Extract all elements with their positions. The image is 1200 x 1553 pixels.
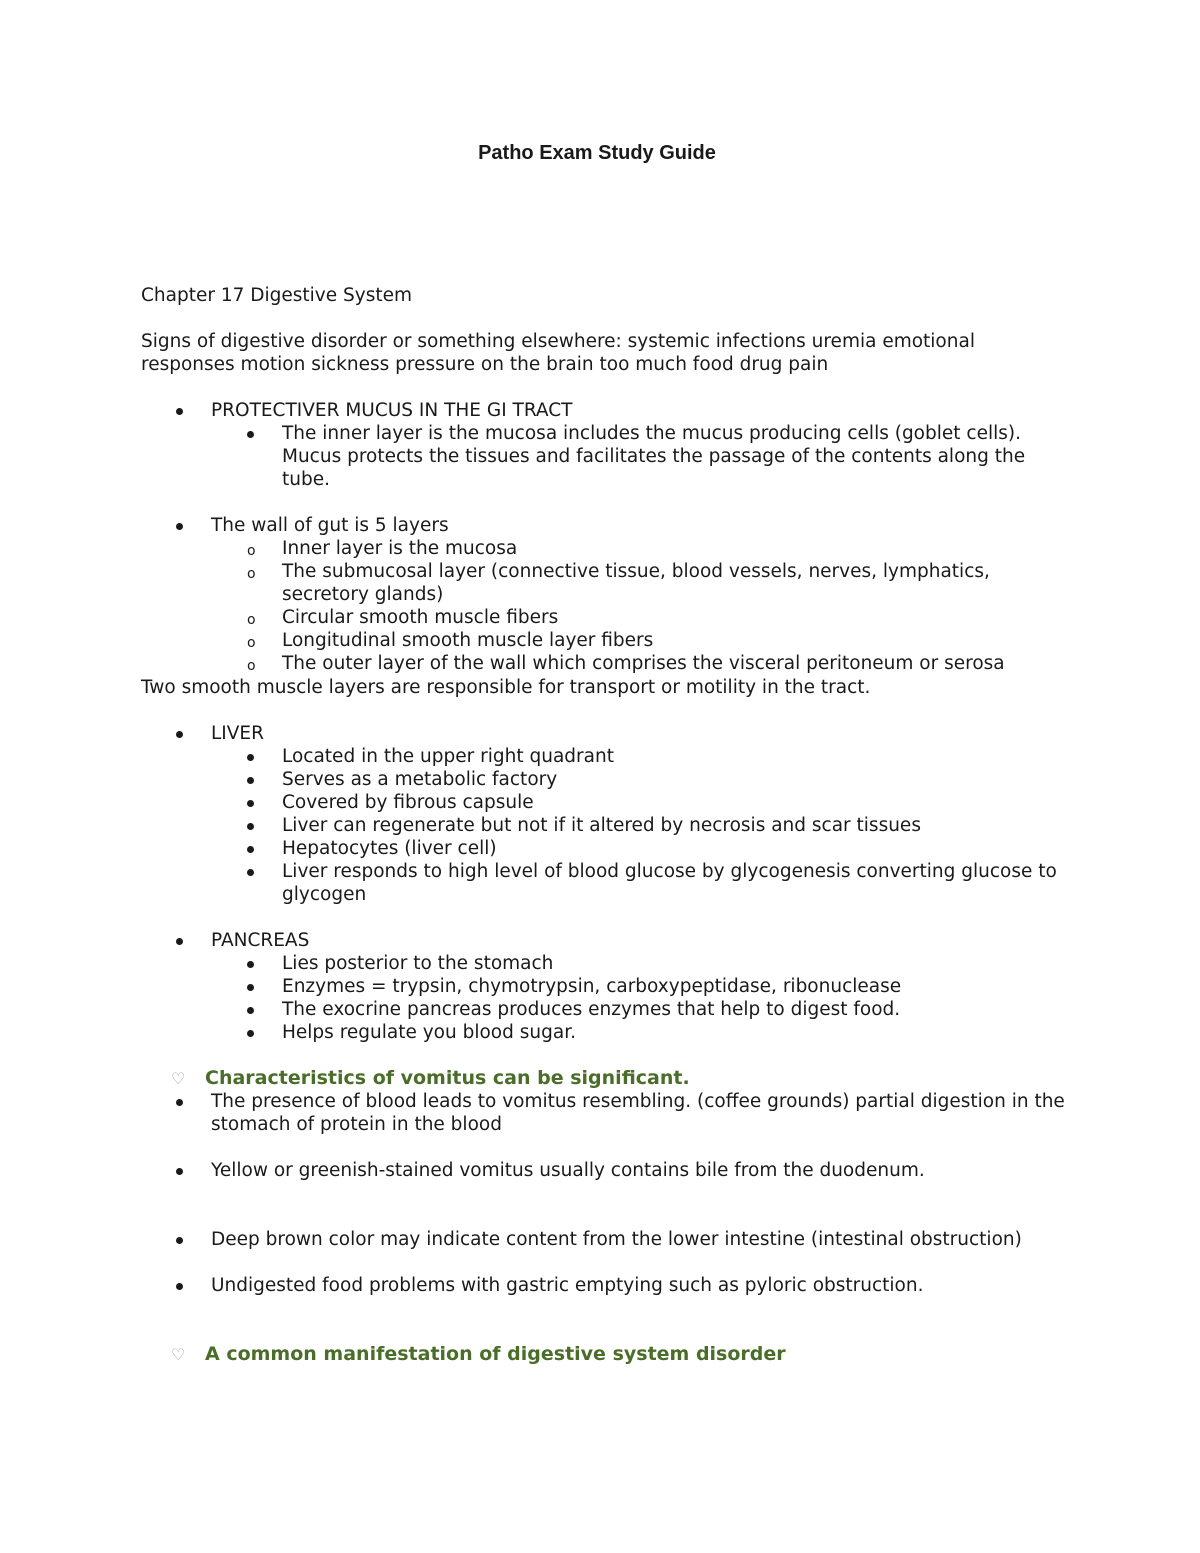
liver-section: [141, 722, 1071, 906]
list-item: o Circular smooth muscle fibers: [211, 606, 1071, 629]
list-item: [141, 514, 1071, 675]
list-item: [141, 929, 1071, 1044]
list-item: Lies posterior to the stomach: [211, 952, 1071, 975]
document-title: Patho Exam Study Guide: [478, 142, 716, 164]
section-label-mucus: PROTECTIVER MUCUS IN THE GI TRACT: [211, 400, 573, 421]
pancreas-section: [141, 929, 1071, 1044]
list-item: Deep brown color may indicate content from the lower intestine (intestinal obstruction): [141, 1228, 1071, 1251]
list-item: The inner layer is the mucosa includes the mucus producing cells (goblet cells). Mucus protects the tissues and facilitates the passage of the contents along the tube.: [211, 422, 1071, 491]
vomitus-list: [141, 1090, 1071, 1297]
list-item: Covered by fibrous capsule: [211, 791, 1071, 814]
wall-sublist: [141, 537, 1071, 675]
section-label-wall: The wall of gut is 5 layers: [211, 515, 449, 536]
list-item: o The outer layer of the wall which comprises the visceral peritoneum or serosa: [211, 652, 1071, 675]
list-item: [141, 722, 1071, 906]
document-body: [141, 284, 1071, 1366]
manifestation-heading: [141, 1343, 1071, 1366]
section-label-liver: LIVER: [211, 723, 264, 744]
list-item: Liver can regenerate but not if it altered by necrosis and scar tissues: [211, 814, 1071, 837]
list-item: Undigested food problems with gastric emptying such as pyloric obstruction.: [141, 1274, 1071, 1297]
pancreas-sublist: [141, 952, 1071, 1044]
liver-sublist: [141, 745, 1071, 906]
list-item: Serves as a metabolic factory: [211, 768, 1071, 791]
list-item: The exocrine pancreas produces enzymes that help to digest food.: [211, 998, 1071, 1021]
heart-outline-icon: ♡: [171, 1069, 186, 1088]
list-item: o The submucosal layer (connective tissue, blood vessels, nerves, lymphatics, secretory glands): [211, 560, 1071, 606]
wall-section: [141, 514, 1071, 675]
manifestation-heading-text: A common manifestation of digestive system disorder: [205, 1343, 786, 1365]
list-item: Located in the upper right quadrant: [211, 745, 1071, 768]
list-item: [141, 399, 1071, 491]
list-item: Liver responds to high level of blood glucose by glycogenesis converting glucose to glycogen: [211, 860, 1071, 906]
list-item: Hepatocytes (liver cell): [211, 837, 1071, 860]
list-item: Enzymes = trypsin, chymotrypsin, carboxypeptidase, ribonuclease: [211, 975, 1071, 998]
vomitus-heading: [141, 1067, 1071, 1090]
section-label-pancreas: PANCREAS: [211, 930, 310, 951]
mucus-sublist: [141, 422, 1071, 491]
list-item: The presence of blood leads to vomitus resembling. (coffee grounds) partial digestion in the stomach of protein in the blood: [141, 1090, 1071, 1136]
intro-paragraph: Signs of digestive disorder or something elsewhere: systemic infections uremia emotional responses motion sickness pressure on the brain too much food drug pain: [141, 331, 975, 375]
vomitus-heading-text: Characteristics of vomitus can be significant.: [205, 1067, 690, 1089]
motility-note: Two smooth muscle layers are responsible for transport or motility in the tract.: [141, 677, 871, 698]
chapter-heading: Chapter 17 Digestive System: [141, 285, 413, 306]
mucus-section: [141, 399, 1071, 491]
heart-outline-icon: ♡: [171, 1345, 186, 1364]
list-item: Helps regulate you blood sugar.: [211, 1021, 1071, 1044]
list-item: Yellow or greenish-stained vomitus usually contains bile from the duodenum.: [141, 1159, 1071, 1182]
list-item: o Longitudinal smooth muscle layer fibers: [211, 629, 1071, 652]
list-item: o Inner layer is the mucosa: [211, 537, 1071, 560]
